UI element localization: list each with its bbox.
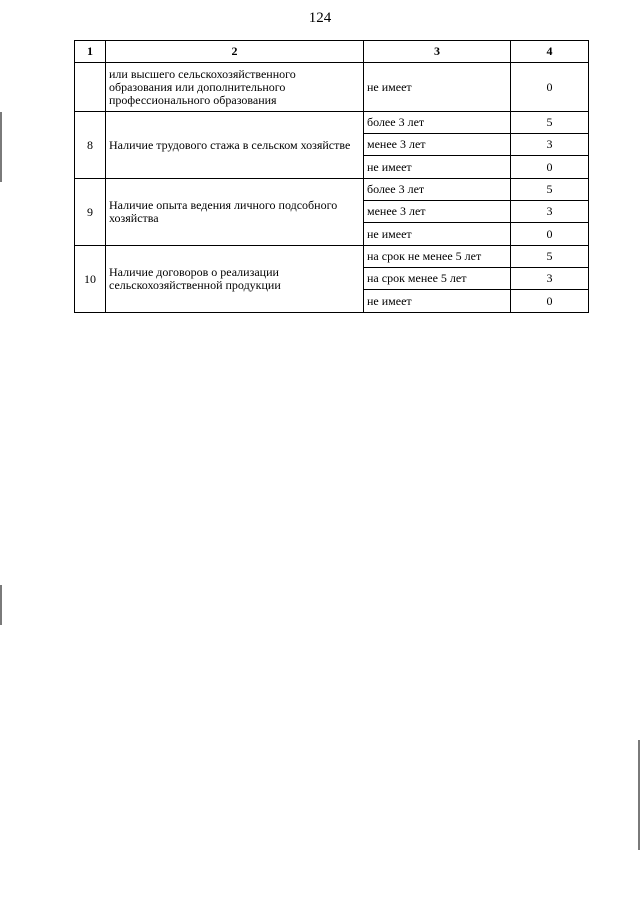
condition-cell: не имеет [364, 290, 511, 313]
row-number-cell: 9 [75, 179, 106, 246]
condition-cell: не имеет [364, 223, 511, 246]
scan-edge-mark [0, 112, 2, 182]
row-number-cell: 10 [75, 246, 106, 313]
score-cell: 3 [511, 201, 589, 223]
score-cell: 3 [511, 268, 589, 290]
page-number: 124 [308, 10, 332, 26]
table-row [75, 112, 589, 134]
score-cell: 5 [511, 246, 589, 268]
header-cell: 3 [364, 41, 511, 63]
condition-cell: не имеет [364, 63, 511, 112]
header-cell: 4 [511, 41, 589, 63]
row-number-cell [75, 63, 106, 112]
header-cell: 2 [106, 41, 364, 63]
score-cell: 0 [511, 156, 589, 179]
score-cell: 5 [511, 179, 589, 201]
criterion-cell: Наличие трудового стажа в сельском хозяйстве [106, 112, 364, 179]
table-row [75, 63, 589, 112]
score-cell: 3 [511, 134, 589, 156]
scan-edge-mark [0, 585, 2, 625]
score-cell: 0 [511, 63, 589, 112]
criterion-cell: или высшего сельскохозяйственного образования или дополнительного профессионального образования [106, 63, 364, 112]
table-row [75, 179, 589, 201]
condition-cell: менее 3 лет [364, 201, 511, 223]
criterion-cell: Наличие опыта ведения личного подсобного хозяйства [106, 179, 364, 246]
condition-cell: более 3 лет [364, 179, 511, 201]
criterion-cell: Наличие договоров о реализации сельскохозяйственной продукции [106, 246, 364, 313]
condition-cell: на срок менее 5 лет [364, 268, 511, 290]
condition-cell: на срок не менее 5 лет [364, 246, 511, 268]
table-row [75, 246, 589, 268]
score-cell: 5 [511, 112, 589, 134]
table-header-row [75, 41, 589, 63]
score-cell: 0 [511, 290, 589, 313]
condition-cell: не имеет [364, 156, 511, 179]
score-cell: 0 [511, 223, 589, 246]
criteria-table [74, 40, 589, 313]
condition-cell: более 3 лет [364, 112, 511, 134]
row-number-cell: 8 [75, 112, 106, 179]
header-cell: 1 [75, 41, 106, 63]
condition-cell: менее 3 лет [364, 134, 511, 156]
